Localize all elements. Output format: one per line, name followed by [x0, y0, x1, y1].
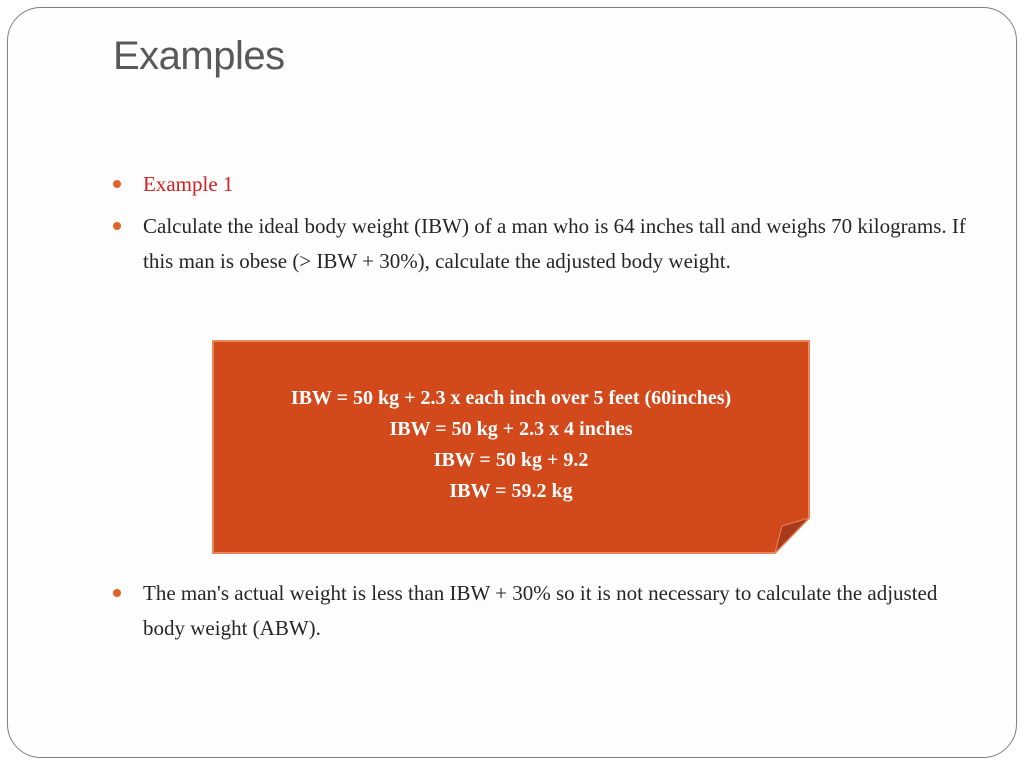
bullet-question: [113, 209, 973, 278]
calculation-box: [212, 340, 810, 554]
calculation-line: IBW = 59.2 kg: [449, 480, 573, 502]
question-text: Calculate the ideal body weight (IBW) of a man who is 64 inches tall and weighs 70 kilograms. If this man is obese (> IBW + 30%), calculate the adjusted body weight.: [143, 214, 966, 273]
bullet-dot-icon: [113, 180, 121, 188]
bullet-example-label: [113, 167, 973, 202]
slide-title: Examples: [113, 34, 285, 78]
example-label: Example 1: [143, 172, 234, 196]
bullet-dot-icon: [113, 589, 121, 597]
calculation-line: IBW = 50 kg + 2.3 x each inch over 5 feet (60inches): [290, 387, 732, 409]
bullet-dot-icon: [113, 222, 121, 230]
calculation-text: [212, 383, 810, 507]
conclusion-text: The man's actual weight is less than IBW + 30% so it is not necessary to calculate the adjusted body weight (ABW).: [143, 581, 938, 640]
calculation-line: IBW = 50 kg + 9.2: [433, 449, 589, 471]
bullet-conclusion: [113, 576, 973, 645]
calculation-line: IBW = 50 kg + 2.3 x 4 inches: [389, 418, 633, 440]
